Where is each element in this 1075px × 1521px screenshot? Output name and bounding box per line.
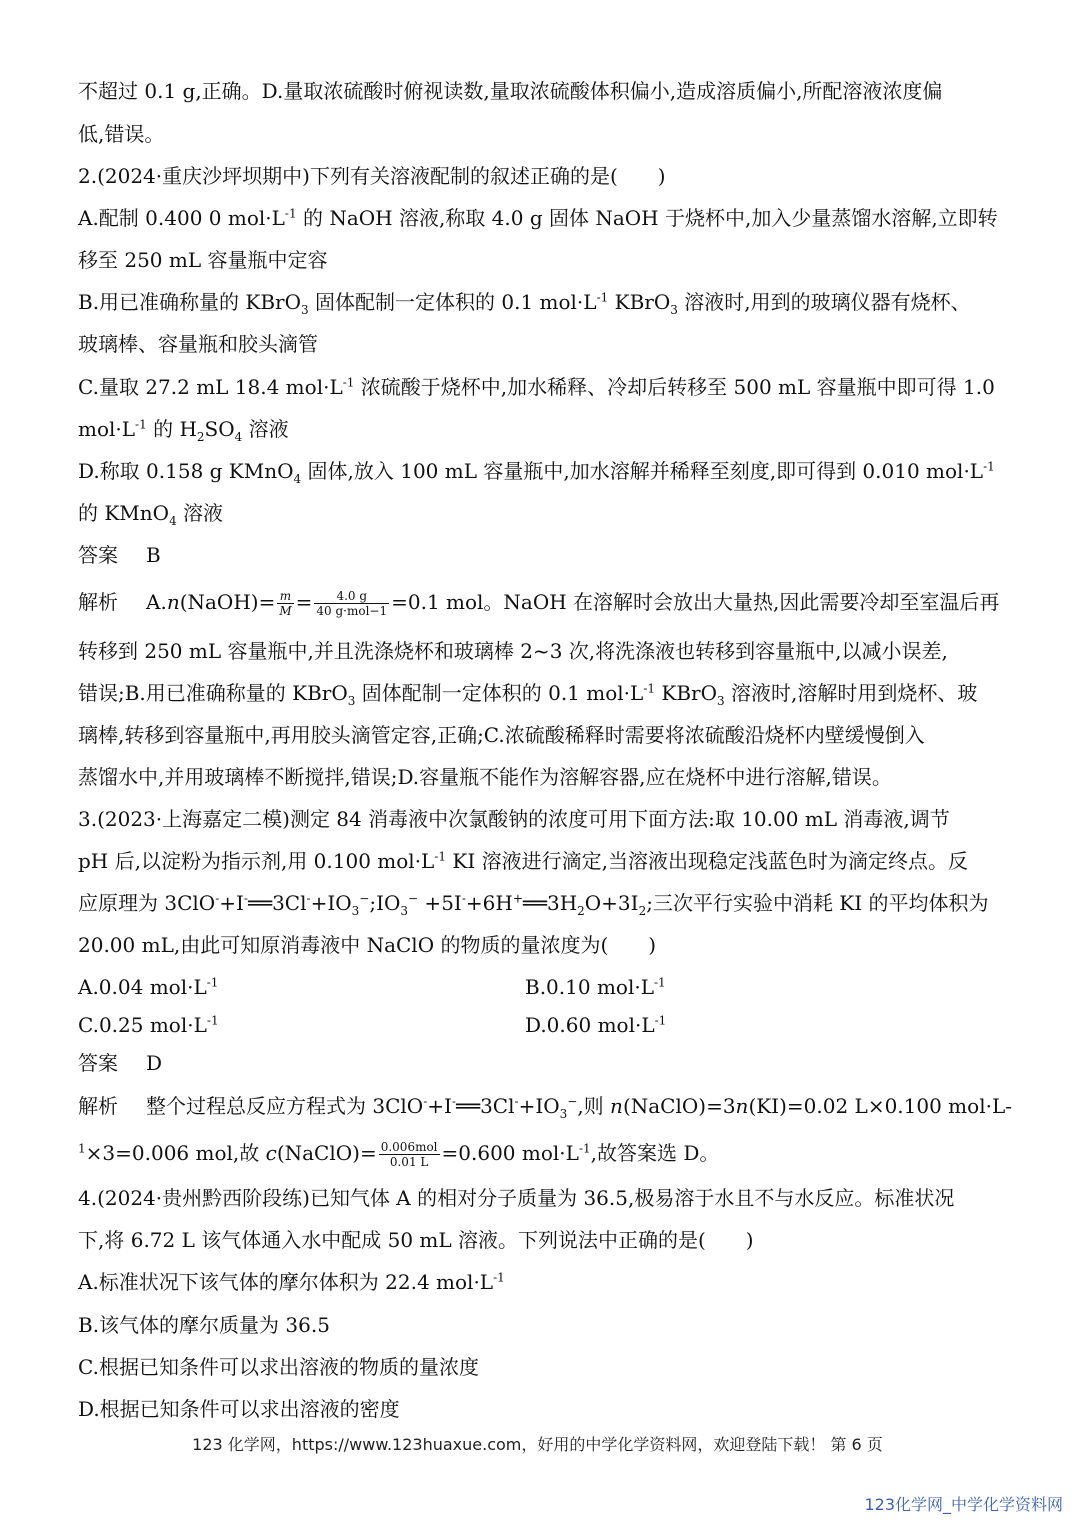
text: D.根据已知条件可以求出溶液的密度 (78, 1397, 400, 1421)
superscript: -1 (206, 1013, 219, 1028)
text-line (78, 501, 224, 528)
answer-3 (78, 1051, 162, 1075)
text-line (78, 681, 978, 708)
text: =0.600 mol·L (441, 1141, 579, 1165)
superscript: -1 (342, 375, 355, 390)
text: KBrO (655, 681, 717, 705)
text: D.0.60 mol·L (525, 1013, 655, 1037)
text: KBrO (608, 290, 671, 314)
text: 的 NaOH 溶液,称取 4.0 g 固体 NaOH 于烧杯中,加入少量蒸馏水溶解,立即转 (296, 206, 998, 230)
fraction (314, 589, 389, 618)
text: 浓硫酸于烧杯中,加水稀释、冷却后转移至 500 mL 容量瓶中即可得 1.0 (354, 375, 995, 399)
explanation-2 (78, 589, 999, 618)
superscript: -1 (654, 1013, 667, 1028)
text: 移至 250 mL 容量瓶中定容 (78, 248, 328, 272)
text: 溶液 (242, 417, 289, 441)
subscript: 2 (196, 430, 205, 444)
superscript: -1 (578, 1141, 591, 1156)
option-2c (78, 375, 995, 399)
text: ══3Cl (247, 891, 307, 915)
text: ══3H (522, 891, 578, 915)
option-2b (78, 290, 971, 317)
option-3c (78, 1013, 219, 1037)
option-3b (525, 975, 666, 999)
text: (KI)=0.02 L×0.100 mol·L- (748, 1094, 1012, 1118)
text: ══3Cl (455, 1094, 515, 1118)
superscript: -1 (284, 206, 297, 221)
subscript: 3 (559, 1107, 568, 1121)
superscript: - (243, 891, 248, 906)
text: 20.00 mL,由此可知原消毒液中 NaClO 的物质的量浓度为( ) (78, 933, 657, 957)
text: = (295, 590, 313, 614)
text: 下,将 6.72 L 该气体通入水中配成 50 mL 溶液。下列说法中正确的是( ) (78, 1228, 754, 1252)
text: 低,错误。 (78, 122, 165, 146)
subscript: 2 (577, 904, 585, 918)
superscript: − (567, 1094, 578, 1109)
superscript: -1 (596, 290, 609, 305)
text: 应原理为 3ClO (78, 891, 216, 915)
question-text: 4.(2024·贵州黔西阶段练)已知气体 A 的相对分子质量为 36.5,极易溶于水且不与水反应。标准状况 (78, 1186, 955, 1210)
subscript: 4 (293, 472, 302, 486)
page-footer: 123 化学网，https://www.123huaxue.com，好用的中学化学资料网，欢迎登陆下载！ 第 6 页 (192, 1435, 883, 1454)
option-3a (78, 975, 218, 999)
text: +I (219, 891, 244, 915)
text-line (78, 417, 289, 444)
option-4a (78, 1270, 505, 1294)
text: A.标准状况下该气体的摩尔体积为 22.4 mol·L (78, 1270, 494, 1294)
subscript: 3 (670, 303, 678, 317)
text: O+3I (584, 891, 639, 915)
text-line (78, 849, 968, 873)
denominator: 40 g·mol−1 (316, 604, 388, 618)
text: +I (427, 1094, 452, 1118)
subscript: 4 (169, 514, 177, 528)
text-line (78, 723, 925, 747)
text: 璃棒,转移到容量瓶中,再用胶头滴管定容,正确;C.浓硫酸稀释时需要将浓硫酸沿烧杯内壁缓慢倒入 (78, 723, 925, 747)
text: KI 溶液进行滴定,当溶液出现稳定浅蓝色时为滴定终点。反 (446, 849, 968, 873)
denominator: M (279, 604, 292, 618)
explanation-3 (78, 1094, 1012, 1121)
superscript: + (512, 891, 523, 906)
text-line (78, 933, 656, 957)
text: ,则 (577, 1094, 611, 1118)
superscript: - (451, 1094, 456, 1109)
text: SO (204, 417, 235, 441)
fraction (379, 1140, 440, 1169)
text: =0.1 mol。NaOH 在溶解时会放出大量热,因此需要冷却至室温后再 (391, 590, 1000, 614)
numerator: m (277, 589, 293, 604)
subscript: 4 (234, 430, 243, 444)
text: C.量取 27.2 mL 18.4 mol·L (78, 375, 343, 399)
answer-value: D (146, 1051, 163, 1075)
text-line (78, 639, 948, 663)
text: (NaClO)=3 (622, 1094, 736, 1118)
superscript: − (408, 891, 419, 906)
superscript: -1 (135, 417, 147, 432)
text: ;IO (369, 891, 401, 915)
text: 蒸馏水中,并用玻璃棒不断搅拌,错误;D.容量瓶不能作为溶解容器,应在烧杯中进行溶解,错误。 (78, 765, 892, 789)
reaction-equation (78, 891, 989, 918)
text: +IO (518, 1094, 560, 1118)
superscript: − (359, 891, 370, 906)
question-text: 3.(2023·上海嘉定二模)测定 84 消毒液中次氯酸钠的浓度可用下面方法:取 10.00 mL 消毒液,调节 (78, 807, 950, 831)
text: 的 H (146, 417, 197, 441)
text-line (78, 765, 892, 789)
numerator: 0.006mol (380, 1140, 438, 1154)
option-2a (78, 206, 998, 230)
text: +5I (418, 891, 462, 915)
subscript: 3 (716, 694, 725, 708)
superscript: -1 (206, 975, 219, 990)
subscript: 3 (351, 904, 360, 918)
subscript: 2 (638, 904, 647, 918)
text: 整个过程总反应方程式为 3ClO (146, 1094, 424, 1118)
text: A. (146, 590, 167, 614)
subscript: 3 (347, 694, 356, 708)
text: 的 KMnO (78, 501, 170, 525)
text: D.称取 0.158 g KMnO (78, 459, 294, 483)
answer-value: B (146, 543, 161, 567)
denominator: 0.01 L (389, 1155, 429, 1169)
subscript: 3 (400, 904, 409, 918)
superscript: -1 (653, 975, 666, 990)
question-text: 2.(2024·重庆沙坪坝期中)下列有关溶液配制的叙述正确的是( ) (78, 164, 666, 188)
text-line (78, 248, 328, 272)
option-4b (78, 1313, 330, 1337)
option-2d (78, 459, 995, 486)
answer-2 (78, 543, 161, 567)
italic-var: n (166, 590, 180, 614)
text: ;三次平行实验中消耗 KI 的平均体积为 (646, 891, 989, 915)
text: 固体,放入 100 mL 容量瓶中,加水溶解并稀释至刻度,即可得到 0.010 mol·L (301, 459, 984, 483)
text: B.0.10 mol·L (525, 975, 654, 999)
text: 玻璃棒、容量瓶和胶头滴管 (78, 332, 318, 356)
question-4 (78, 1186, 954, 1210)
text-line (78, 1228, 754, 1252)
text: 不超过 0.1 g,正确。D.量取浓硫酸时俯视读数,量取浓硫酸体积偏小,造成溶质偏小,所配溶液浓度偏 (78, 79, 943, 103)
text: ,故答案选 D。 (590, 1141, 720, 1165)
superscript: - (461, 891, 466, 906)
superscript: - (514, 1094, 519, 1109)
italic-var: c (265, 1141, 277, 1165)
text: +6H (465, 891, 513, 915)
text: ×3=0.006 mol,故 (85, 1141, 266, 1165)
text: mol·L (78, 417, 136, 441)
question-3 (78, 807, 950, 831)
answer-label: 答案 (78, 1051, 118, 1075)
italic-var: n (735, 1094, 749, 1118)
fraction (277, 589, 293, 618)
numerator: 4.0 g (314, 589, 389, 604)
text: 溶液时,用到的玻璃仪器有烧杯、 (677, 290, 971, 314)
superscript: -1 (493, 1270, 505, 1285)
superscript: - (215, 891, 220, 906)
text: +IO (310, 891, 352, 915)
text: 错误;B.用已准确称量的 KBrO (78, 681, 348, 705)
text: A.0.04 mol·L (78, 975, 207, 999)
text: 固体配制一定体积的 0.1 mol·L (308, 290, 597, 314)
superscript: -1 (643, 681, 656, 696)
text: C.0.25 mol·L (78, 1013, 207, 1037)
text: pH 后,以淀粉为指示剂,用 0.100 mol·L (78, 849, 435, 873)
superscript: -1 (983, 459, 995, 474)
explanation-label: 解析 (78, 1094, 118, 1118)
option-4c (78, 1355, 479, 1379)
text: 溶液时,溶解时用到烧杯、玻 (724, 681, 978, 705)
text: B.该气体的摩尔质量为 36.5 (78, 1313, 330, 1337)
text: 溶液 (176, 501, 224, 525)
superscript: -1 (434, 849, 447, 864)
text: (NaOH)= (179, 590, 276, 614)
answer-label: 答案 (78, 543, 118, 567)
text-line (78, 332, 318, 356)
text: 固体配制一定体积的 0.1 mol·L (355, 681, 644, 705)
text: C.根据已知条件可以求出溶液的物质的量浓度 (78, 1355, 479, 1379)
explanation-label: 解析 (78, 590, 118, 614)
text: B.用已准确称量的 KBrO (78, 290, 302, 314)
superscript: - (423, 1094, 428, 1109)
option-3d (525, 1013, 666, 1037)
superscript: - (306, 891, 311, 906)
option-4d (78, 1397, 400, 1421)
watermark-link[interactable]: 123化学网_中学化学资料网 (864, 1495, 1063, 1514)
text-line (78, 122, 164, 146)
superscript: 1 (78, 1141, 86, 1156)
text: (NaClO)= (276, 1141, 377, 1165)
text-line (78, 79, 942, 103)
text: 转移到 250 mL 容量瓶中,并且洗涤烧杯和玻璃棒 2~3 次,将洗涤液也转移到容量瓶中,以减小误差, (78, 639, 948, 663)
text-line (78, 1140, 719, 1169)
italic-var: n (610, 1094, 623, 1118)
subscript: 3 (301, 303, 309, 317)
question-2 (78, 164, 666, 188)
text: A.配制 0.400 0 mol·L (78, 206, 285, 230)
